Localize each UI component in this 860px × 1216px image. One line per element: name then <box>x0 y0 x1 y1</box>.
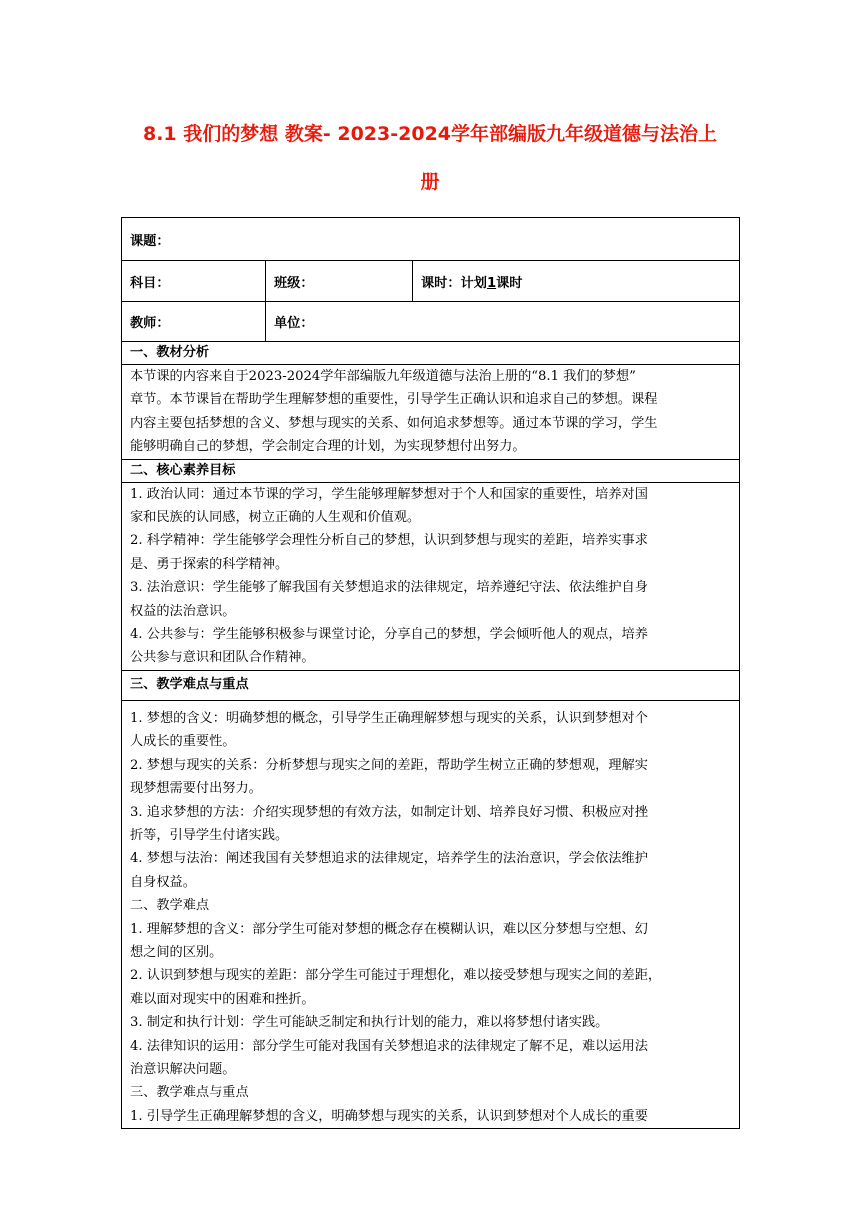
section-3-line: 1. 引导学生正确理解梦想的含义，明确梦想与现实的关系，认识到梦想对个人成长的重要 <box>130 1108 648 1124</box>
section-3-line: 2. 梦想与现实的关系：分析梦想与现实之间的差距，帮助学生树立正确的梦想观，理解实 <box>130 757 648 773</box>
unit-cell <box>266 302 740 342</box>
document-title <box>100 110 760 206</box>
section-3-line: 1. 梦想的含义：明确梦想的概念，引导学生正确理解梦想与现实的关系，认识到梦想对个 <box>130 710 648 726</box>
subject-cell <box>122 261 266 302</box>
section-3-line: 折等，引导学生付诸实践。 <box>130 827 289 843</box>
section-2-body <box>122 482 740 670</box>
section-3-body <box>122 700 740 1128</box>
hours-value: 1 <box>486 275 497 291</box>
class-label: 班级： <box>274 275 314 291</box>
section-3-line: 想之间的区别。 <box>130 944 223 960</box>
hours-prefix: 课时：计划 <box>421 275 487 291</box>
teacher-cell <box>122 302 266 342</box>
section-1-heading: 一、教材分析 <box>122 342 740 365</box>
section-3-line: 1. 理解梦想的含义：部分学生可能对梦想的概念存在模糊认识，难以区分梦想与空想、幻 <box>130 921 648 937</box>
section-2-line: 2. 科学精神：学生能够学会理性分析自己的梦想，认识到梦想与现实的差距，培养实事求 <box>130 533 648 549</box>
lesson-plan-table <box>121 217 740 1129</box>
section-3-line: 难以面对现实中的困难和挫折。 <box>130 991 315 1007</box>
section-3-line: 治意识解决问题。 <box>130 1061 236 1077</box>
teacher-label: 教师： <box>130 316 170 331</box>
section-2-line: 1. 政治认同：通过本节课的学习，学生能够理解梦想对于个人和国家的重要性，培养对国 <box>130 486 648 502</box>
section-3-line: 自身权益。 <box>130 874 196 890</box>
topic-cell <box>122 218 740 261</box>
section-3-line: 现梦想需要付出努力。 <box>130 781 262 797</box>
section-2-line: 3. 法治意识：学生能够了解我国有关梦想追求的法律规定，培养遵纪守法、依法维护自身 <box>130 580 648 596</box>
title-line-1: 8.1 我们的梦想 教案- 2023-2024学年部编版九年级道德与法治上 <box>142 123 718 145</box>
section-1-line: 能够明确自己的梦想，学会制定合理的计划，为实现梦想付出努力。 <box>130 439 526 455</box>
section-1-line: 本节课的内容来自于2023-2024学年部编版九年级道德与法治上册的“8.1 我们的梦想” <box>130 369 636 384</box>
section-3-heading: 三、教学难点与重点 <box>122 670 740 700</box>
topic-label: 课题： <box>130 233 170 249</box>
section-3-subheading: 二、教学难点 <box>130 898 210 914</box>
section-1-line: 内容主要包括梦想的含义、梦想与现实的关系、如何追求梦想等。通过本节课的学习，学生 <box>130 415 658 431</box>
subject-label: 科目： <box>130 275 170 291</box>
unit-label: 单位： <box>274 316 314 331</box>
section-1-line: 章节。本节课旨在帮助学生理解梦想的重要性，引导学生正确认识和追求自己的梦想。课程 <box>130 392 658 408</box>
section-2-line: 公共参与意识和团队合作精神。 <box>130 650 315 666</box>
section-2-line: 家和民族的认同感，树立正确的人生观和价值观。 <box>130 510 421 526</box>
section-3-line: 4. 梦想与法治：阐述我国有关梦想追求的法律规定，培养学生的法治意识，学会依法维护 <box>130 851 648 867</box>
section-3-line: 4. 法律知识的运用：部分学生可能对我国有关梦想追求的法律规定了解不足，难以运用法 <box>130 1038 648 1054</box>
section-3-line: 2. 认识到梦想与现实的差距：部分学生可能过于理想化，难以接受梦想与现实之间的差距， <box>130 968 662 984</box>
hours-suffix: 课时 <box>496 275 523 291</box>
section-2-line: 4. 公共参与：学生能够积极参与课堂讨论，分享自己的梦想，学会倾听他人的观点，培养 <box>130 627 648 643</box>
class-cell <box>266 261 413 302</box>
section-3-line: 3. 追求梦想的方法：介绍实现梦想的有效方法，如制定计划、培养良好习惯、积极应对挫 <box>130 804 648 820</box>
section-2-heading: 二、核心素养目标 <box>122 459 740 482</box>
section-3-line: 3. 制定和执行计划：学生可能缺乏制定和执行计划的能力，难以将梦想付诸实践。 <box>130 1015 609 1031</box>
title-line-2: 册 <box>420 171 440 193</box>
section-2-line: 权益的法治意识。 <box>130 603 236 619</box>
section-2-line: 是、勇于探索的科学精神。 <box>130 556 289 572</box>
section-3-line: 人成长的重要性。 <box>130 734 236 750</box>
hours-cell <box>413 261 740 302</box>
section-3-subheading: 三、教学难点与重点 <box>130 1085 249 1101</box>
section-1-body <box>122 365 740 460</box>
